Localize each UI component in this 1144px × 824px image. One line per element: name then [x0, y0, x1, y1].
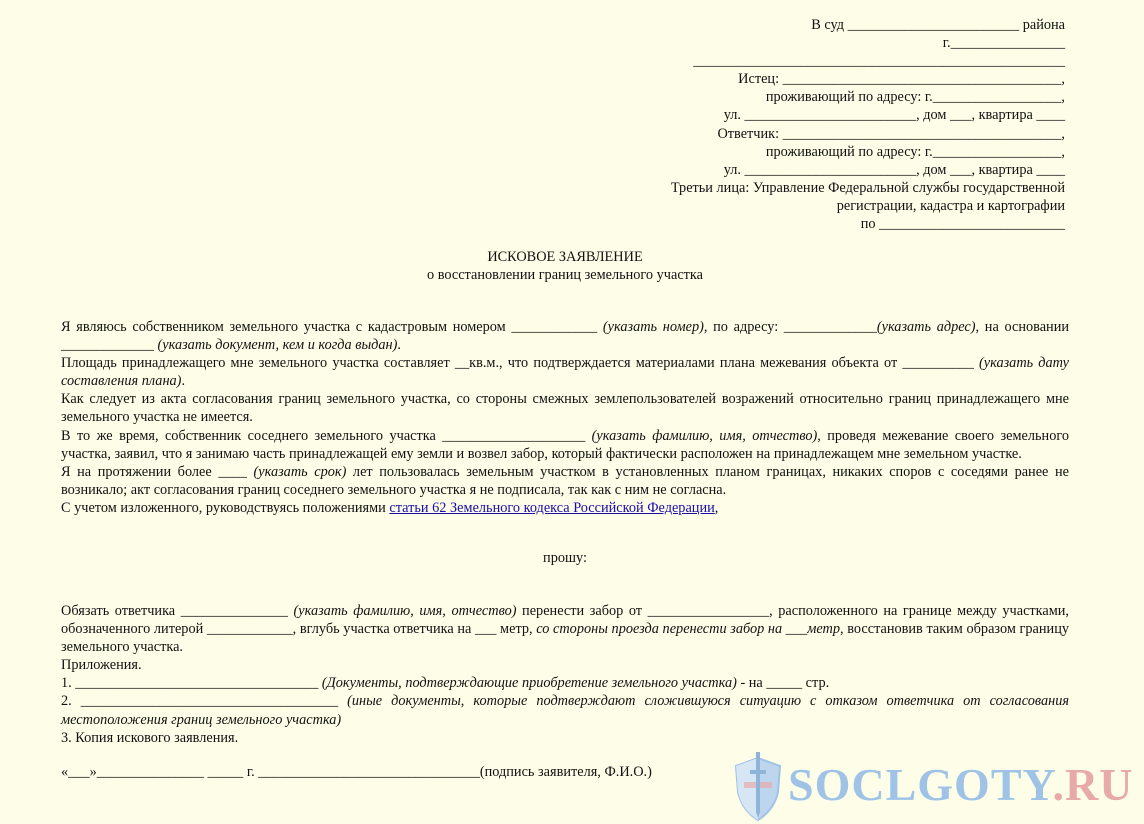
- text: , проведя межевание своего земельного участка, заявил, что я занимаю часть принадлежащей ему земли и возвел забор, который фактически расположен на принадлежащем мне земельном участке.: [61, 427, 1069, 462]
- paragraph-usage: [61, 463, 1069, 499]
- plaintiff-line: Истец: _______________________________________,: [738, 71, 1065, 88]
- text: С учетом изложенного, руководствуясь положениями: [61, 499, 390, 516]
- hint: со стороны проезда перенести забор на ___метр: [536, 621, 841, 638]
- text: .: [181, 373, 186, 390]
- document-title: [0, 248, 1130, 284]
- attachments-heading: Приложения.: [61, 657, 142, 674]
- blank-line: ____________________________________________________: [693, 53, 1065, 70]
- text: В то же время, собственник соседнего земельного участка ____________________: [61, 427, 592, 444]
- hint: (указать фамилию, имя, отчество): [293, 603, 517, 619]
- paragraph-area: [61, 354, 1069, 390]
- text: , по адресу: _____________: [703, 319, 877, 335]
- request-heading: прошу:: [543, 550, 587, 566]
- text: Я на протяжении более ____: [61, 463, 254, 480]
- text: Обязать ответчика _______________: [61, 603, 294, 619]
- addressee-block: [605, 16, 1065, 233]
- statement-body: [61, 318, 1069, 517]
- third-parties-line-2: регистрации, кадастра и картографии: [836, 197, 1065, 214]
- shield-sword-icon: [730, 752, 786, 824]
- hint: (указать дату составления плана): [61, 355, 1069, 390]
- text: 1. __________________________________: [61, 675, 322, 692]
- hint: (указать адрес): [876, 319, 976, 335]
- hint: (указать срок): [253, 463, 347, 480]
- plaintiff-street-line: ул. ________________________, дом ___, квартира ____: [723, 107, 1065, 124]
- defendant-street-line: ул. ________________________, дом ___, квартира ____: [723, 161, 1065, 178]
- title-main: ИСКОВОЕ ЗАЯВЛЕНИЕ: [487, 249, 643, 265]
- request-paragraph: [61, 602, 1069, 656]
- watermark-logo: [730, 752, 1144, 824]
- watermark-text: [788, 758, 1133, 811]
- paragraph-ownership: [61, 318, 1069, 354]
- land-code-article-link[interactable]: статьи 62 Земельного кодекса Российской Федерации: [389, 499, 715, 516]
- paragraph-neighbor: [61, 427, 1069, 463]
- paragraph-approval-act: Как следует из акта согласования границ земельного участка, со стороны смежных землепользователей возражений относительно границ принадлежащего мне земельного участка не имеется.: [61, 391, 1069, 426]
- request-body: [61, 602, 1069, 747]
- city-line: г.________________: [942, 35, 1065, 52]
- third-parties-line: Третьи лица: Управление Федеральной службы государственной: [670, 179, 1065, 196]
- attachment-3: 3. Копия искового заявления.: [61, 729, 239, 746]
- text: перенести забор от _________________, расположенного на границе между участками, обозначенного литерой ____________, вглубь участка ответчика на ___ метр,: [61, 603, 1070, 638]
- hint: (иные документы, которые подтверждают сложившуюся ситуацию с отказом ответчика от согласования местоположения границ земельного участка): [61, 693, 1069, 728]
- signature-line: «___»_______________ _____ г. _______________________________(подпись заявителя, Ф.И.О.): [61, 764, 652, 780]
- defendant-address-line: проживающий по адресу: г.__________________,: [765, 143, 1065, 160]
- text: Площадь принадлежащего мне земельного участка составляет __кв.м., что подтверждается материалами плана межевания объекта от __________: [61, 355, 979, 372]
- text: - на _____ стр.: [736, 675, 830, 692]
- watermark-main: SOCLGOTY: [788, 759, 1053, 810]
- hint: (указать документ, кем и когда выдан): [157, 337, 398, 354]
- title-sub: о восстановлении границ земельного участка: [426, 267, 704, 283]
- text: , на основании _____________: [61, 319, 1070, 354]
- hint: (указать номер): [602, 319, 704, 335]
- paragraph-legal-basis: [61, 499, 1069, 517]
- defendant-line: Ответчик: _______________________________________,: [717, 125, 1065, 142]
- hint: (Документы, подтверждающие приобретение земельного участка): [321, 675, 737, 692]
- text: , восстановив таким образом границу земельного участка.: [61, 621, 1069, 656]
- hint: (указать фамилию, имя, отчество): [591, 427, 818, 444]
- watermark-suffix: .RU: [1052, 759, 1134, 810]
- text: ,: [714, 499, 719, 516]
- text: .: [397, 337, 401, 354]
- third-parties-region-line: по __________________________: [860, 216, 1065, 233]
- text: 2. ____________________________________: [61, 693, 348, 710]
- attachment-1: [61, 674, 1069, 692]
- attachment-2: [61, 692, 1069, 728]
- plaintiff-address-line: проживающий по адресу: г.__________________,: [765, 89, 1065, 106]
- text: Я являюсь собственником земельного участка с кадастровым номером ____________: [61, 319, 603, 335]
- court-line: В суд ________________________ района: [811, 17, 1065, 33]
- text: лет пользовалась земельным участком в установленных планом границах, никаких споров с соседями ранее не возникало; акт согласования границ соседнего земельного участка я не подписала, так как с ним не согласна.: [61, 463, 1069, 498]
